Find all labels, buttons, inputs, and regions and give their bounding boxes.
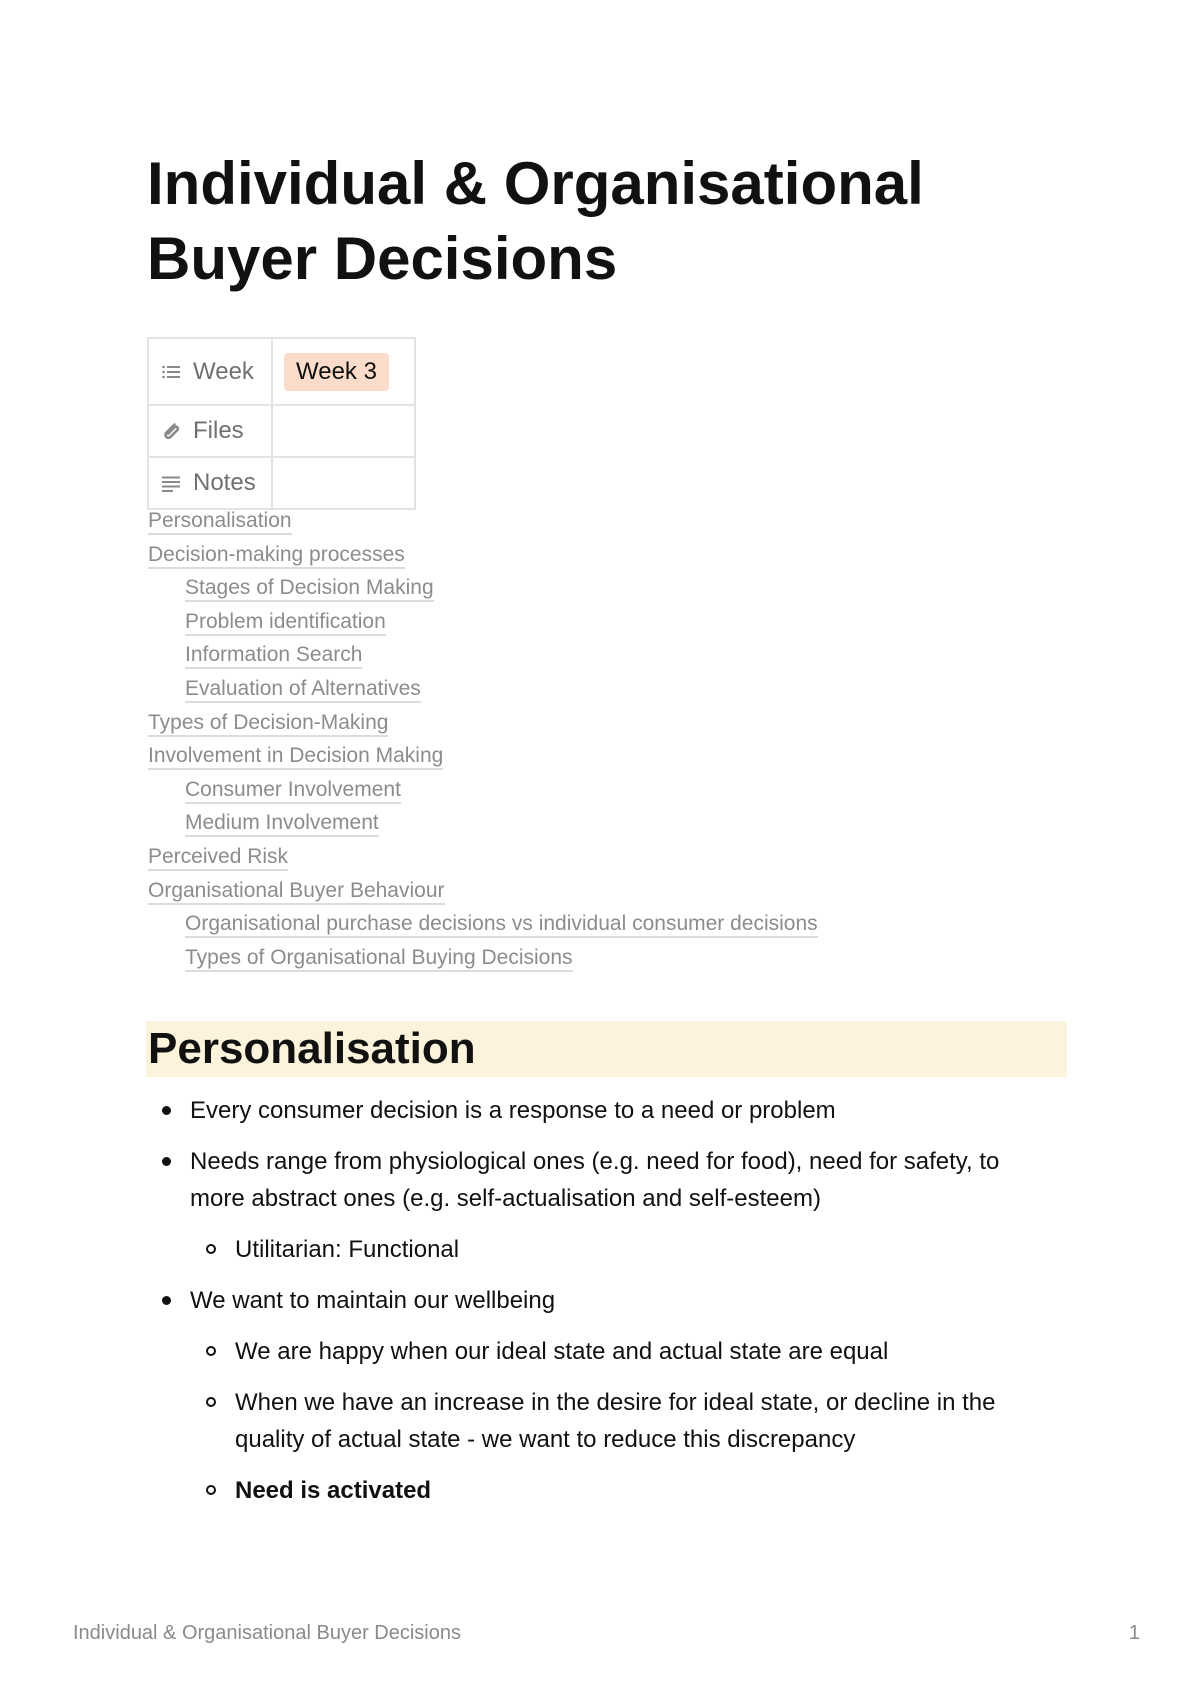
toc-item	[148, 878, 818, 912]
paperclip-icon	[161, 421, 181, 441]
toc-link[interactable]: Organisational Buyer Behaviour	[148, 879, 445, 905]
toc-item	[148, 542, 818, 576]
sub-bullet-item: Utilitarian: Functional	[160, 1231, 1040, 1268]
toc-item	[148, 777, 818, 811]
bullet-list	[160, 1092, 1040, 1523]
toc-item	[148, 676, 818, 710]
property-row-week	[148, 338, 415, 405]
property-value-week[interactable]	[272, 338, 415, 405]
toc-link[interactable]: Decision-making processes	[148, 543, 405, 569]
toc-link[interactable]: Consumer Involvement	[185, 778, 401, 804]
table-of-contents	[148, 508, 818, 978]
toc-link[interactable]: Involvement in Decision Making	[148, 744, 443, 770]
property-key-notes	[148, 457, 272, 509]
page-number: 1	[1128, 1622, 1140, 1644]
bullet-item: We want to maintain our wellbeing	[160, 1282, 1040, 1319]
property-label-files: Files	[193, 417, 244, 444]
toc-item	[148, 945, 818, 979]
property-row-files	[148, 405, 415, 457]
property-label-notes: Notes	[193, 469, 256, 496]
toc-item	[148, 710, 818, 744]
toc-item	[148, 508, 818, 542]
toc-link[interactable]: Problem identification	[185, 610, 386, 636]
toc-link[interactable]: Personalisation	[148, 509, 292, 535]
sub-bullet-item: We are happy when our ideal state and actual state are equal	[160, 1333, 1040, 1370]
sub-bullet-item: Need is activated	[160, 1472, 1040, 1509]
toc-link[interactable]: Organisational purchase decisions vs individual consumer decisions	[185, 912, 818, 938]
bullet-item: Needs range from physiological ones (e.g. need for food), need for safety, to more abstract ones (e.g. self-actualisation and self-esteem)	[160, 1143, 1040, 1217]
toc-item	[148, 810, 818, 844]
property-value-notes[interactable]	[272, 457, 415, 509]
toc-item	[148, 743, 818, 777]
toc-link[interactable]: Stages of Decision Making	[185, 576, 434, 602]
section-heading: Personalisation	[146, 1021, 1067, 1077]
property-value-files[interactable]	[272, 405, 415, 457]
toc-link[interactable]: Types of Decision-Making	[148, 711, 388, 737]
footer-title: Individual & Organisational Buyer Decisions	[73, 1622, 461, 1644]
property-row-notes	[148, 457, 415, 509]
property-key-week	[148, 338, 272, 405]
page-title: Individual & Organisational Buyer Decisions	[147, 150, 924, 292]
toc-link[interactable]: Information Search	[185, 643, 362, 669]
list-icon	[161, 362, 181, 382]
toc-link[interactable]: Medium Involvement	[185, 811, 379, 837]
toc-item	[148, 911, 818, 945]
toc-link[interactable]: Perceived Risk	[148, 845, 288, 871]
toc-item	[148, 844, 818, 878]
toc-item	[148, 609, 818, 643]
bullet-item: Every consumer decision is a response to a need or problem	[160, 1092, 1040, 1129]
toc-link[interactable]: Evaluation of Alternatives	[185, 677, 421, 703]
sub-bullet-item: When we have an increase in the desire for ideal state, or decline in the quality of actual state - we want to reduce this discrepancy	[160, 1384, 1040, 1458]
week-tag[interactable]: Week 3	[284, 353, 389, 391]
toc-item	[148, 575, 818, 609]
property-label-week: Week	[193, 357, 254, 385]
text-lines-icon	[161, 473, 181, 493]
property-key-files	[148, 405, 272, 457]
properties-table	[147, 337, 416, 510]
toc-item	[148, 642, 818, 676]
toc-link[interactable]: Types of Organisational Buying Decisions	[185, 946, 573, 972]
